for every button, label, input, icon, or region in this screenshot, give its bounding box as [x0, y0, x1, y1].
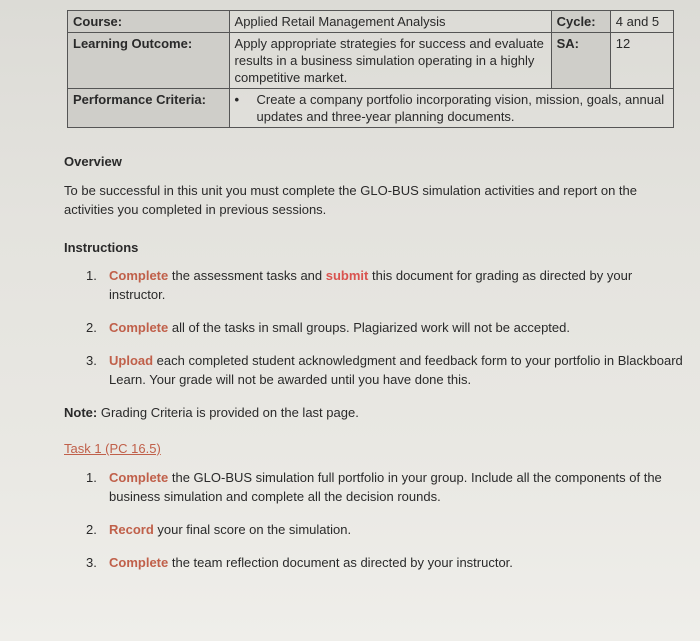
- outcome-value: Apply appropriate strategies for success and evaluate results in a business simulation operating in a highly competitive market.: [229, 33, 551, 89]
- item-number: 2.: [86, 320, 97, 335]
- criteria-bullet: •: [234, 92, 240, 107]
- item-verb: Complete: [109, 555, 169, 570]
- item-number: 3.: [86, 555, 97, 570]
- item-text: the assessment tasks and: [168, 268, 326, 283]
- sa-label: SA:: [551, 33, 610, 89]
- item-verb: Complete: [109, 268, 169, 283]
- outcome-label: Learning Outcome:: [68, 33, 230, 89]
- overview-title: Overview: [64, 154, 122, 169]
- item-verb: Complete: [109, 320, 169, 335]
- criteria-cell: [229, 89, 673, 128]
- sa-value: 12: [610, 33, 673, 89]
- instruction-item: [86, 266, 686, 304]
- note: [64, 403, 684, 422]
- instruction-item: [86, 351, 686, 389]
- instruction-item: [86, 318, 686, 337]
- task1-list: [86, 468, 686, 586]
- outcome-row: [68, 33, 674, 89]
- criteria-value: Create a company portfolio incorporating vision, mission, goals, annual updates and three-year planning documents.: [256, 92, 665, 124]
- cycle-label: Cycle:: [551, 11, 610, 33]
- item-text: your final score on the simulation.: [153, 522, 352, 537]
- task-item: [86, 553, 686, 572]
- criteria-row: [68, 89, 674, 128]
- item-verb: Complete: [109, 470, 169, 485]
- task-item: [86, 520, 686, 539]
- course-value: Applied Retail Management Analysis: [229, 11, 551, 33]
- overview-text: To be successful in this unit you must complete the GLO-BUS simulation activities and report on the activities you completed in previous sessions.: [64, 183, 637, 217]
- item-text: each completed student acknowledgment and feedback form to your portfolio in Blackboard Learn. Your grade will not be awarded until you have done this.: [109, 353, 683, 387]
- course-info-table: [67, 10, 674, 128]
- item-verb: Record: [109, 522, 154, 537]
- instructions-list: [86, 266, 686, 403]
- item-number: 1.: [86, 268, 97, 283]
- note-label: Note:: [64, 405, 98, 420]
- item-text: the GLO-BUS simulation full portfolio in your group. Include all the components of the business simulation and complete all the decision rounds.: [109, 470, 662, 504]
- item-verb: Upload: [109, 353, 154, 368]
- instructions-title: Instructions: [64, 240, 139, 255]
- item-verb-submit: submit: [325, 268, 369, 283]
- item-text: all of the tasks in small groups. Plagiarized work will not be accepted.: [168, 320, 570, 335]
- item-number: 3.: [86, 353, 97, 368]
- item-number: 1.: [86, 470, 97, 485]
- task-item: [86, 468, 686, 506]
- note-text: Grading Criteria is provided on the last page.: [97, 405, 359, 420]
- course-label: Course:: [68, 11, 230, 33]
- item-text: this document for grading as directed by your instructor.: [109, 268, 633, 302]
- item-text: the team reflection document as directed by your instructor.: [168, 555, 513, 570]
- task1-title[interactable]: Task 1 (PC 16.5): [64, 441, 161, 456]
- item-number: 2.: [86, 522, 97, 537]
- criteria-label: Performance Criteria:: [68, 89, 230, 128]
- course-row: [68, 11, 674, 33]
- cycle-value: 4 and 5: [610, 11, 673, 33]
